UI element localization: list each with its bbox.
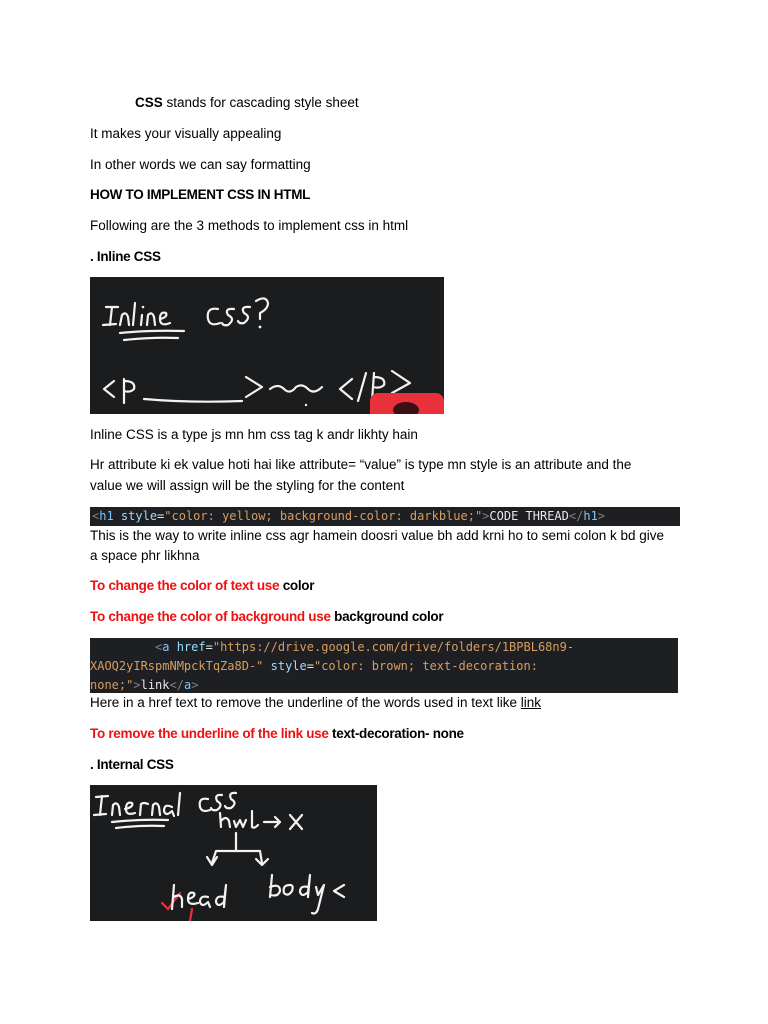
inline-way-line-1: This is the way to write inline css agr hamein doosri value bh add krni ho to semi colon k bd give xyxy=(90,528,665,543)
anchor-style-part-1: "color: brown; text-decoration: xyxy=(313,659,538,673)
attribute-line-2: value we will assign will be the styling for the content xyxy=(90,478,405,493)
background-tip-property: background color xyxy=(334,609,444,624)
inline-style-code-block xyxy=(90,507,680,526)
underline-tip-label: To remove the underline of the link use xyxy=(90,726,333,741)
inline-css-heading: . Inline CSS xyxy=(90,249,161,264)
text-color-tip-label: To change the color of text use xyxy=(90,578,283,593)
href-explanation-text: Here in a href text to remove the underline of the words used in text like xyxy=(90,695,521,710)
inline-css-handwriting xyxy=(90,277,444,414)
underline-tip-property: text-decoration- none xyxy=(332,726,464,741)
code-equals: = xyxy=(157,509,165,523)
inline-way-line-2: a space phr likhna xyxy=(90,548,200,563)
anchor-close-open: </ xyxy=(169,678,184,692)
anchor-href-part-2: XAOQ2yIRspmNMpckTqZa8D-" xyxy=(90,659,264,673)
example-link[interactable]: link xyxy=(520,695,541,710)
internal-css-heading: . Internal CSS xyxy=(90,757,174,772)
implement-heading: HOW TO IMPLEMENT CSS IN HTML xyxy=(90,187,311,202)
background-color-tip xyxy=(90,607,443,627)
anchor-style-attribute: style xyxy=(270,659,307,673)
anchor-code-block xyxy=(90,638,678,693)
anchor-code-line-1 xyxy=(90,638,678,657)
code-close-open: </ xyxy=(568,509,584,523)
anchor-tag: a xyxy=(162,640,170,654)
attribute-line-1: Hr attribute ki ek value hoti hai like attribute= “value” is type mn style is an attribute and the xyxy=(90,457,632,472)
code-gt: > xyxy=(482,509,490,523)
href-explanation xyxy=(90,693,541,713)
css-term: CSS xyxy=(135,95,163,110)
internal-css-whiteboard-image xyxy=(90,785,377,921)
code-style-attribute: style xyxy=(120,509,158,523)
text-color-tip-property: color xyxy=(282,578,315,593)
internal-css-handwriting xyxy=(90,785,377,921)
anchor-style-part-2: none;" xyxy=(90,678,134,692)
anchor-equals: = xyxy=(205,640,213,654)
css-definition: stands for cascading style sheet xyxy=(162,95,359,110)
anchor-href-part-1: "https://drive.google.com/drive/folders/1BPBL68n9- xyxy=(212,640,575,654)
anchor-gt: > xyxy=(133,678,141,692)
anchor-text: link xyxy=(140,678,170,692)
anchor-close-gt: > xyxy=(191,678,199,692)
intro-line-1 xyxy=(135,93,359,113)
inline-css-whiteboard-image xyxy=(90,277,444,414)
code-tag-h1: h1 xyxy=(99,509,114,523)
intro-line-2: It makes your visually appealing xyxy=(90,126,282,141)
code-style-value: "color: yellow; background-color: darkblue;" xyxy=(164,509,483,523)
anchor-href-attribute: href xyxy=(176,640,206,654)
anchor-close-tag: a xyxy=(183,678,192,692)
code-content: CODE THREAD xyxy=(489,509,569,523)
code-close-tag-h1: h1 xyxy=(583,509,598,523)
anchor-style-equals: = xyxy=(306,659,314,673)
background-tip-label: To change the color of background use xyxy=(90,609,335,624)
code-close-gt: > xyxy=(597,509,606,523)
methods-line: Following are the 3 methods to implement css in html xyxy=(90,218,409,233)
underline-tip xyxy=(90,724,464,744)
intro-line-3: In other words we can say formatting xyxy=(90,157,311,172)
text-color-tip xyxy=(90,576,314,596)
anchor-open-bracket: < xyxy=(155,640,163,654)
anchor-code-line-2 xyxy=(90,657,678,676)
code-open-bracket: < xyxy=(92,509,100,523)
inline-css-description: Inline CSS is a type js mn hm css tag k andr likhty hain xyxy=(90,427,418,442)
